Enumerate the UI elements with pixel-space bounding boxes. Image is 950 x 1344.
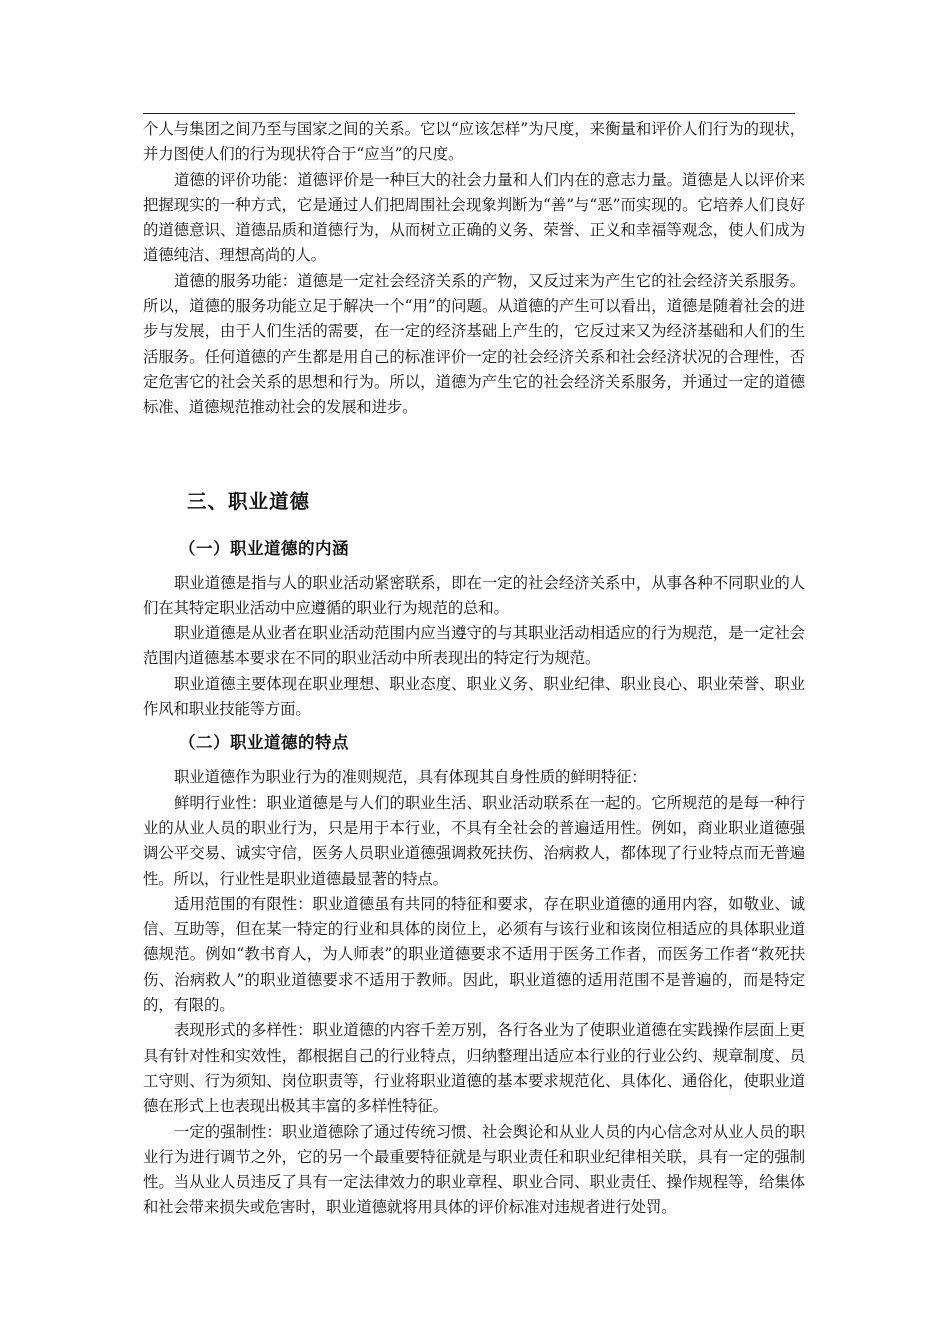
paragraph: 职业道德是从业者在职业活动范围内应当遵守的与其职业活动相适应的行为规范，是一定社会范围内道德基本要求在不同的职业活动中所表现出的特定行为规范。	[143, 624, 805, 668]
subsection-heading-features: （二）职业道德的特点	[179, 733, 349, 753]
subsection-heading-connotation: （一）职业道德的内涵	[179, 538, 349, 558]
paragraph-service-function: 道德的服务功能：道德是一定社会经济关系的产物，又反过来为产生它的社会经济关系服务。所以，道德的服务功能立足于解决一个“用”的问题。从道德的产生可以看出，道德是随着社会的进步与发展，由于人们生活的需要，在一定的经济基础上产生的，它反过来又为经济基础和人们的生活服务。任何道德的产生都是用自己的标准评价一定的社会经济关系和社会经济状况的合理性，否定危害它的社会关系的思想和行为。所以，道德为产生它的社会经济关系服务，并通过一定的道德标准、道德规范推动社会的发展和进步。	[143, 271, 805, 417]
paragraph-evaluation-function: 道德的评价功能：道德评价是一种巨大的社会力量和人们内在的意志力量。道德是人以评价来把握现实的一种方式，它是通过人们把周围社会现象判断为“善”与“恶”而实现的。它培养人们良好的道德意识、道德品质和道德行为，从而树立正确的义务、荣誉、正义和幸福等观念，使人们成为道德纯洁、理想高尚的人。	[143, 170, 805, 265]
page-content	[143, 117, 805, 1221]
paragraph: 一定的强制性：职业道德除了通过传统习惯、社会舆论和从业人员的内心信念对从业人员的职业行为进行调节之外，它的另一个最重要特征就是与职业责任和职业纪律相关联，具有一定的强制性。当从业人员违反了具有一定法律效力的职业章程、职业合同、职业责任、操作规程等，给集体和社会带来损失或危害时，职业道德就将用具体的评价标准对违规者进行处罚。	[143, 1122, 805, 1217]
paragraph: 表现形式的多样性：职业道德的内容千差万别，各行各业为了使职业道德在实践操作层面上更具有针对性和实效性，都根据自己的行业特点，归纳整理出适应本行业的行业公约、规章制度、员工守则、行为须知、岗位职责等，行业将职业道德的基本要求规范化、具体化、通俗化，使职业道德在形式上也表现出极其丰富的多样性特征。	[143, 1021, 805, 1116]
header-rule	[143, 113, 795, 114]
paragraph: 职业道德作为职业行为的准则规范，具有体现其自身性质的鲜明特征：	[174, 768, 647, 787]
section-heading: 三、职业道德	[187, 489, 311, 513]
paragraph: 职业道德是指与人的职业活动紧密联系，即在一定的社会经济关系中，从事各种不同职业的人们在其特定职业活动中应遵循的职业行为规范的总和。	[143, 573, 805, 617]
paragraph: 鲜明行业性：职业道德是与人们的职业生活、职业活动联系在一起的。它所规范的是每一种行业的从业人员的职业行为，只是用于本行业，不具有全社会的普遍适用性。例如，商业职业道德强调公平交易、诚实守信，医务人员职业道德强调救死扶伤、治病救人，都体现了行业特点而无普遍性。所以，行业性是职业道德最显著的特点。	[143, 793, 805, 888]
paragraph: 适用范围的有限性：职业道德虽有共同的特征和要求，存在职业道德的通用内容，如敬业、诚信、互助等，但在某一特定的行业和具体的岗位上，必须有与该行业和该岗位相适应的具体职业道德规范。例如“教书育人，为人师表”的职业道德要求不适用于医务工作者，而医务工作者“救死扶伤、治病救人”的职业道德要求不适用于教师。因此，职业道德的适用范围不是普遍的，而是特定的，有限的。	[143, 894, 805, 1015]
paragraph: 职业道德主要体现在职业理想、职业态度、职业义务、职业纪律、职业良心、职业荣誉、职业作风和职业技能等方面。	[143, 674, 805, 719]
paragraph-continued: 个人与集团之间乃至与国家之间的关系。它以“应该怎样”为尺度，来衡量和评价人们行为的现状，并力图使人们的行为现状符合于“应当”的尺度。	[143, 120, 805, 164]
